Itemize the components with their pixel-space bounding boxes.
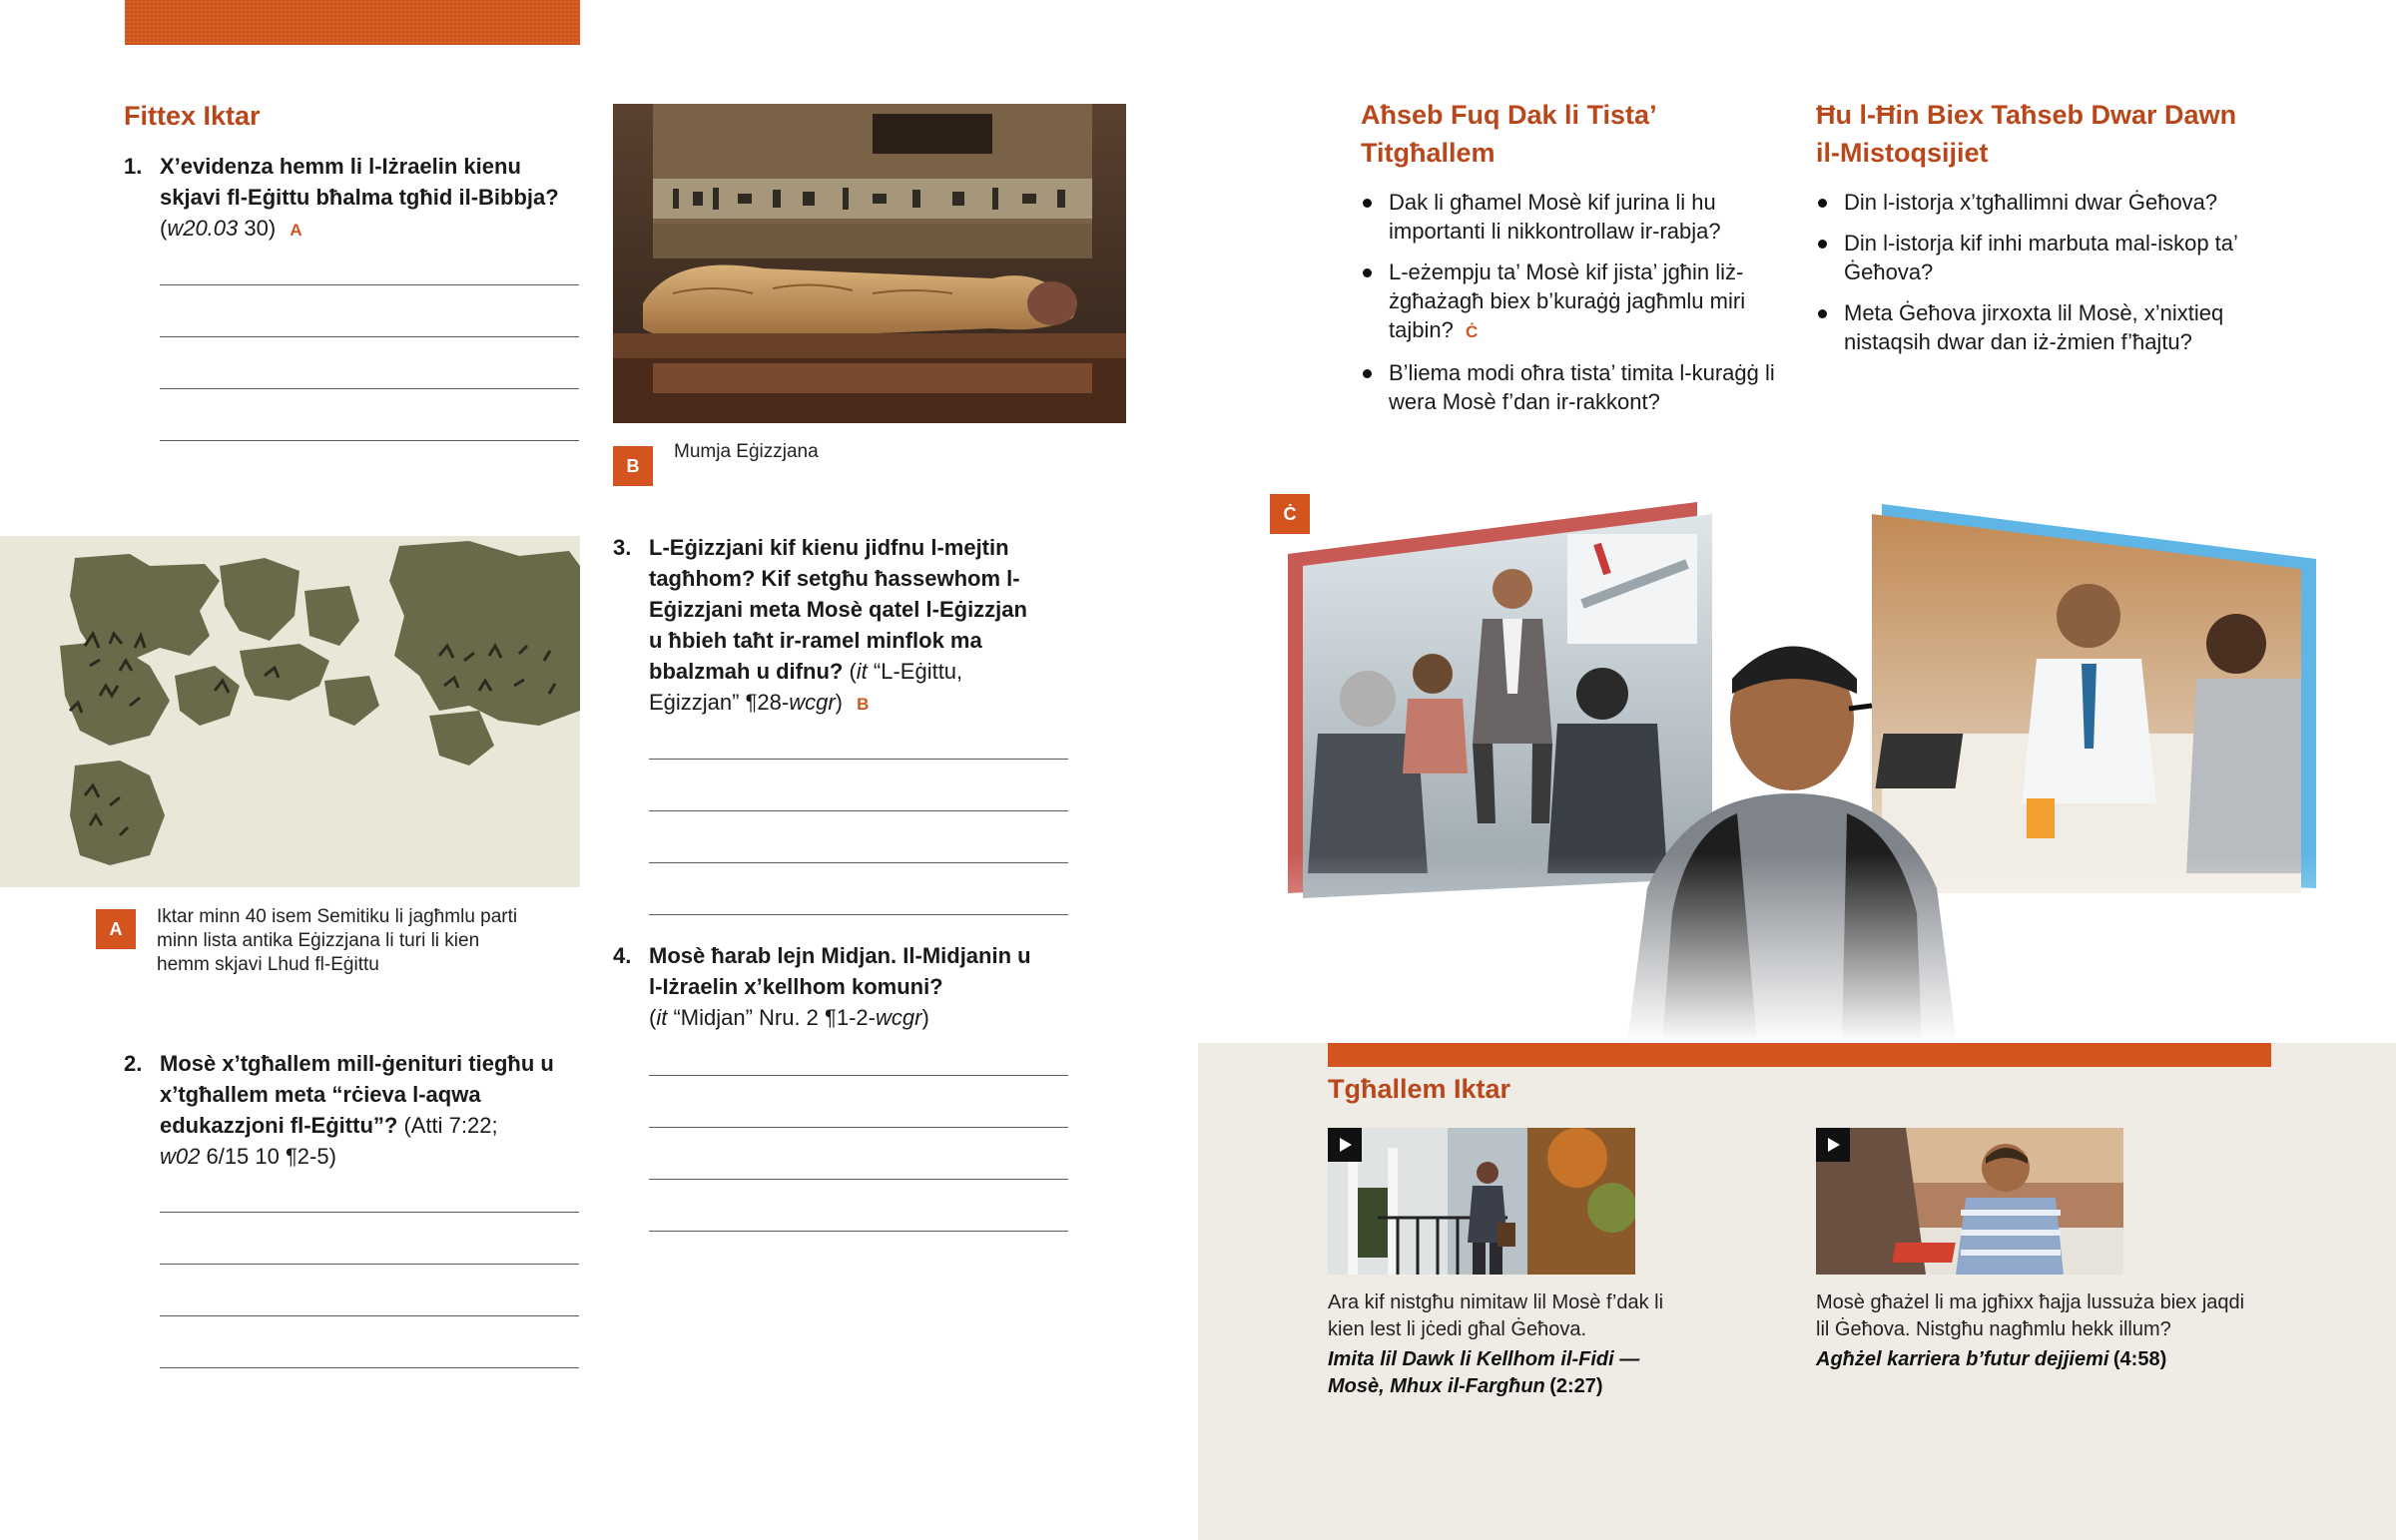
answer-line bbox=[160, 440, 579, 441]
image-badge-b: B bbox=[613, 446, 653, 486]
papyrus-caption: Iktar minn 40 isem Semitiku li jagħmlu parti minn lista antika Eġizzjana li turi li kien hemm skjavi Lhud fl-Eġittu bbox=[157, 906, 518, 975]
video-thumbnail-2[interactable] bbox=[1816, 1128, 2123, 1275]
section-heading-reflect: Aħseb Fuq Dak li Tista’ Titgħallem bbox=[1361, 100, 1656, 168]
question-text: L-Eġizzjani kif kienu jidfnu l-mejtin tagħhom? Kif setgħu ħassewhom l-Eġizzjani meta Mosè qatel l-Eġizzjan u ħbieh taħt ir-ramel minflok ma bbalzmah u difnu? bbox=[649, 535, 1027, 684]
video-2-link[interactable] bbox=[1816, 1346, 2255, 1373]
papyrus-image bbox=[0, 536, 580, 887]
illustration-career-choice bbox=[1268, 494, 2396, 1043]
video-1-description: Ara kif nistgħu nimitaw lil Mosè f’dak li kien lest li jċedi għal Ġeħova. bbox=[1328, 1291, 1664, 1340]
answer-line bbox=[160, 1212, 579, 1213]
answer-line bbox=[160, 1315, 579, 1316]
answer-line bbox=[649, 1231, 1068, 1232]
reference-open: ( bbox=[649, 1005, 657, 1030]
play-icon[interactable] bbox=[1816, 1128, 1850, 1162]
image-badge-a: A bbox=[96, 909, 136, 949]
reflect-bullet: Dak li għamel Mosè kif jurina li hu importanti li nikkontrollaw ir-rabja? bbox=[1361, 188, 1790, 246]
reference-tail: 30) bbox=[238, 216, 277, 241]
reference-tail: 6/15 10 ¶2-5) bbox=[200, 1144, 336, 1169]
mummy-photo bbox=[613, 104, 1126, 423]
question-number: 2. bbox=[124, 1051, 143, 1076]
mummy-caption: Mumja Eġizzjana bbox=[674, 441, 819, 462]
image-ref-b: B bbox=[857, 695, 870, 714]
reference-link[interactable]: “Midjan” Nru. 2 ¶1-2- bbox=[667, 1005, 876, 1030]
reference-scripture[interactable]: (Atti 7:22; bbox=[397, 1113, 498, 1138]
video-2-description: Mosè għażel li ma jgħixx ħajja lussuża biex jaqdi lil Ġeħova. Nistgħu nagħmlu hekk illum? bbox=[1816, 1291, 2245, 1340]
reference-tail: ) bbox=[921, 1005, 929, 1030]
answer-line bbox=[649, 862, 1068, 863]
take-time-bullets bbox=[1816, 188, 2255, 368]
video-2-duration: (4:58) bbox=[2112, 1348, 2167, 1370]
image-badge-c: Ċ bbox=[1270, 494, 1310, 534]
answer-line bbox=[649, 1075, 1068, 1076]
reference-italic: it bbox=[656, 1005, 668, 1030]
answer-line bbox=[160, 1367, 579, 1368]
question-text: Mosè x’tgħallem mill-ġenituri tiegħu u x’tgħallem meta “rċieva l-aqwa edukazzjoni fl-Eġittu”? bbox=[160, 1051, 554, 1138]
reference-italic: it bbox=[856, 659, 868, 684]
answer-line bbox=[160, 388, 579, 389]
reference-italic: wcgr bbox=[789, 690, 836, 715]
question-number: 1. bbox=[124, 154, 143, 179]
question-2 bbox=[124, 1048, 583, 1172]
answer-line bbox=[649, 810, 1068, 811]
learn-more-accent-bar bbox=[1328, 1043, 2271, 1067]
reference-italic: wcgr bbox=[875, 1005, 922, 1030]
video-1-link[interactable] bbox=[1328, 1346, 1687, 1400]
video-2-title[interactable]: Agħżel karriera b’futur dejjiemi bbox=[1816, 1348, 2109, 1370]
reference-open: ( bbox=[160, 216, 168, 241]
reference-link[interactable]: w20.03 bbox=[167, 216, 239, 241]
question-1 bbox=[124, 151, 583, 246]
answer-line bbox=[649, 914, 1068, 915]
learn-more-heading: Tgħallem Iktar bbox=[1328, 1074, 1511, 1104]
take-time-bullet: Meta Ġeħova jirxoxta lil Mosè, x’nixtieq nistaqsih dwar dan iż-żmien f’ħajtu? bbox=[1816, 298, 2255, 356]
reference-open: ( bbox=[843, 659, 857, 684]
take-time-bullet: Din l-istorja x’tgħallimni dwar Ġeħova? bbox=[1816, 188, 2255, 217]
reference-link[interactable]: “L-Eġittu, Eġizzjan” ¶28- bbox=[649, 659, 963, 715]
answer-line bbox=[160, 336, 579, 337]
question-number: 3. bbox=[613, 535, 632, 560]
orange-fabric-strip bbox=[125, 0, 580, 45]
answer-line bbox=[649, 1179, 1068, 1180]
reflect-bullet: L-eżempju ta’ Mosè kif jista’ jgħin liż-żgħażagħ biex b’kuraġġ jagħmlu miri tajbin? Ċ bbox=[1361, 257, 1790, 346]
reflect-bullets bbox=[1361, 188, 1790, 428]
image-ref-c: Ċ bbox=[1465, 322, 1479, 341]
answer-line bbox=[649, 759, 1068, 760]
answer-line bbox=[160, 1264, 579, 1265]
video-1-title[interactable]: Imita lil Dawk li Kellhom il-Fidi —Mosè, Mhux il-Fargħun bbox=[1328, 1348, 1640, 1397]
question-3 bbox=[613, 532, 1042, 720]
section-heading-take-time: Ħu l-Ħin Biex Taħseb Dwar Dawn il-Mistoqsijiet bbox=[1816, 100, 2237, 168]
answer-line bbox=[160, 284, 579, 285]
image-ref-a: A bbox=[290, 221, 302, 240]
reference-tail: ) bbox=[835, 690, 843, 715]
question-text: Mosè ħarab lejn Midjan. Il-Midjanin u l-Iżraelin x’kellhom komuni? bbox=[649, 943, 1031, 999]
video-1-duration: (2:27) bbox=[1549, 1375, 1603, 1397]
take-time-bullet: Din l-istorja kif inhi marbuta mal-iskop ta’ Ġeħova? bbox=[1816, 229, 2255, 286]
question-4 bbox=[613, 940, 1042, 1033]
reference-link[interactable]: w02 bbox=[160, 1144, 201, 1169]
reflect-bullet: B’liema modi oħra tista’ timita l-kuraġġ li wera Mosè f’dan ir-rakkont? bbox=[1361, 358, 1790, 416]
question-number: 4. bbox=[613, 943, 632, 968]
play-icon[interactable] bbox=[1328, 1128, 1362, 1162]
answer-line bbox=[649, 1127, 1068, 1128]
question-text: X’evidenza hemm li l-Iżraelin kienu skjavi fl-Eġittu bħalma tgħid il-Bibbja? bbox=[160, 154, 559, 210]
video-thumbnail-1[interactable] bbox=[1328, 1128, 1635, 1275]
section-heading-fittex-iktar: Fittex Iktar bbox=[124, 101, 261, 131]
